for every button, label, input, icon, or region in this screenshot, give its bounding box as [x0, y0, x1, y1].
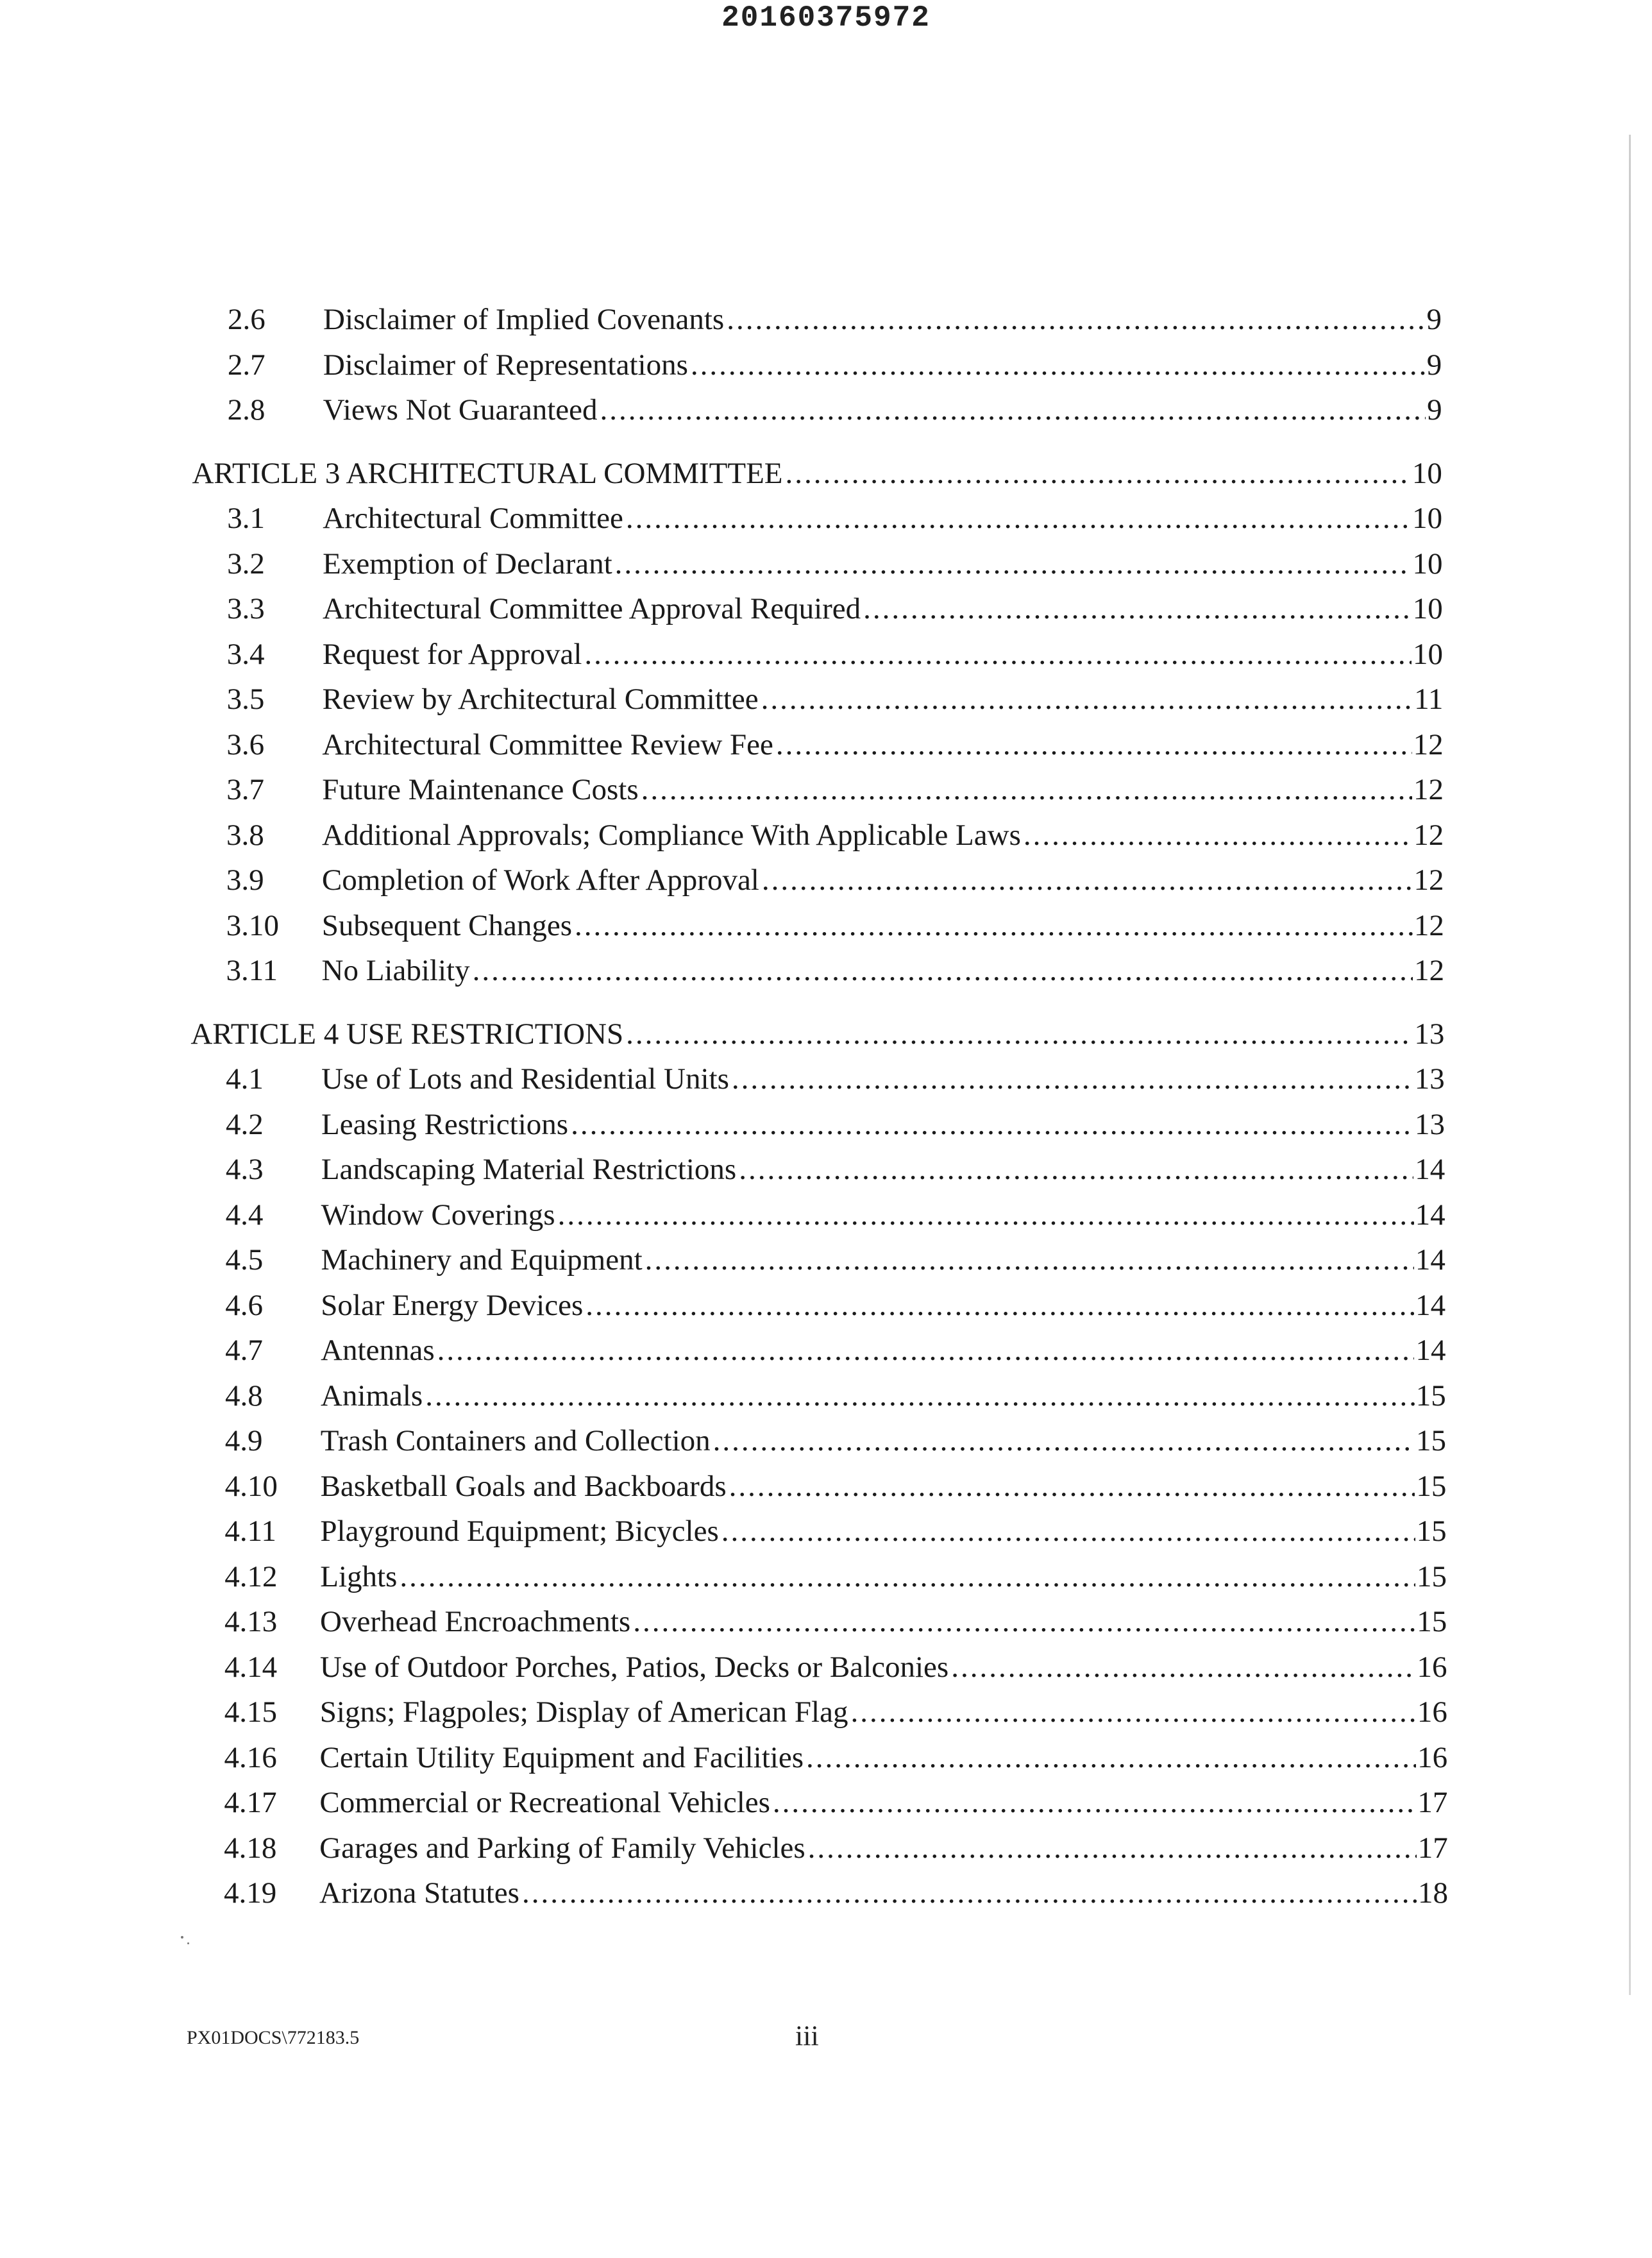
toc-section-title: Subsequent Changes [321, 908, 573, 942]
toc-section-number: 4.7 [225, 1334, 263, 1367]
toc-page-number: 13 [1414, 1062, 1445, 1096]
toc-page-number: 17 [1417, 1786, 1448, 1819]
toc-section-number: 4.13 [224, 1605, 278, 1638]
toc-page-number: 15 [1416, 1424, 1447, 1457]
toc-section-title: Basketball Goals and Backboards [320, 1469, 727, 1503]
toc-page-number: 14 [1415, 1153, 1446, 1186]
toc-dot-leader [626, 1014, 1413, 1055]
toc-dot-leader [615, 543, 1412, 584]
toc-section-title: Future Maintenance Costs [322, 773, 639, 806]
toc-dot-leader [739, 1149, 1413, 1190]
scan-edge-line [1629, 135, 1631, 1995]
toc-page-number: 13 [1414, 1017, 1445, 1051]
toc-page-number: 14 [1415, 1243, 1446, 1277]
toc-dot-leader [732, 1058, 1413, 1099]
toc-page-number: 15 [1416, 1469, 1447, 1503]
toc-section-number: 4.2 [226, 1107, 264, 1141]
toc-dot-leader [645, 1239, 1414, 1280]
toc-section-number: 2.7 [227, 348, 266, 382]
toc-dot-leader [773, 1782, 1416, 1823]
toc-section-number: 4.1 [226, 1062, 264, 1096]
toc-page-number: 16 [1417, 1740, 1448, 1774]
toc-dot-leader [786, 453, 1411, 494]
toc-page-number: 12 [1414, 954, 1445, 987]
toc-page-number: 15 [1417, 1605, 1447, 1638]
toc-dot-leader [850, 1692, 1415, 1733]
toc-page-number: 14 [1415, 1334, 1446, 1367]
toc-section-number: 2.6 [228, 303, 266, 336]
toc-page-number: 15 [1416, 1559, 1447, 1593]
toc-page-number: 11 [1414, 683, 1444, 716]
toc-dot-leader [584, 634, 1412, 675]
toc-dot-leader [437, 1330, 1415, 1371]
toc-section-title: Solar Energy Devices [321, 1288, 584, 1322]
toc-dot-leader [626, 498, 1411, 539]
toc-dot-leader [762, 860, 1413, 901]
toc-page-number: 17 [1417, 1831, 1448, 1865]
toc-section-title: Animals [320, 1379, 423, 1413]
toc-section-number: 3.11 [226, 954, 278, 987]
toc-page-number: 12 [1413, 863, 1444, 897]
toc-section-title: Exemption of Declarant [323, 547, 612, 581]
toc-section-number: 3.3 [226, 592, 265, 625]
toc-section-title: Views Not Guaranteed [323, 393, 598, 427]
toc-section-number: 4.19 [224, 1876, 277, 1910]
toc-dot-leader [558, 1194, 1414, 1235]
toc-page-number: 10 [1412, 547, 1443, 581]
document-number: 20160375972 [721, 1, 931, 35]
toc-dot-leader [691, 344, 1426, 386]
toc-section-number: 3.2 [227, 547, 265, 581]
toc-section-title: Machinery and Equipment [321, 1243, 643, 1277]
toc-dot-leader [808, 1828, 1417, 1869]
toc-page-number: 12 [1413, 727, 1444, 761]
toc-page-number: 9 [1426, 348, 1442, 382]
toc-section-number: 4.9 [224, 1424, 263, 1457]
toc-section-number: 4.14 [224, 1650, 278, 1684]
toc-section-number: 4.6 [225, 1288, 264, 1322]
toc-page-number: 13 [1415, 1107, 1445, 1141]
toc-section-number: 2.8 [227, 393, 266, 427]
toc-section-title: Landscaping Material Restrictions [321, 1153, 737, 1186]
toc-page-number: 10 [1412, 502, 1443, 535]
toc-dot-leader [400, 1556, 1415, 1597]
toc-dot-leader [571, 1104, 1413, 1145]
toc-section-number: 4.3 [225, 1153, 264, 1186]
toc-page-number: 9 [1427, 393, 1442, 427]
toc-section-title: Commercial or Recreational Vehicles [319, 1786, 770, 1819]
toc-dot-leader [761, 679, 1413, 720]
scan-speck [181, 1936, 183, 1939]
toc-section-title: Disclaimer of Representations [323, 348, 688, 382]
toc-section-number: 4.8 [224, 1379, 263, 1413]
toc-section-title: Certain Utility Equipment and Facilities [319, 1740, 804, 1774]
toc-section-title: Window Coverings [321, 1198, 555, 1232]
toc-page-number: 14 [1415, 1198, 1446, 1232]
toc-section-number: 4.4 [225, 1198, 264, 1232]
toc-section-number: 3.7 [226, 773, 264, 806]
toc-section-number: 3.9 [226, 863, 264, 897]
toc-section-title: Leasing Restrictions [321, 1107, 569, 1141]
toc-section-number: 4.16 [224, 1740, 277, 1774]
toc-section-title: No Liability [321, 954, 470, 987]
toc-section-number: 4.5 [225, 1243, 264, 1277]
toc-section-title: Request for Approval [322, 637, 582, 671]
toc-section-number: 3.8 [226, 818, 264, 852]
toc-section-title: Signs; Flagpoles; Display of American Flag [319, 1695, 848, 1729]
toc-dot-leader [641, 769, 1412, 810]
toc-section-title: Disclaimer of Implied Covenants [323, 303, 725, 336]
toc-dot-leader [776, 724, 1412, 765]
toc-page-number: 10 [1412, 592, 1443, 625]
toc-section-title: Garages and Parking of Family Vehicles [319, 1831, 805, 1865]
toc-dot-leader [729, 1466, 1415, 1507]
toc-section-title: Architectural Committee Review Fee [322, 727, 773, 761]
toc-dot-leader [713, 1420, 1415, 1461]
toc-page-number: 15 [1415, 1379, 1446, 1413]
toc-section-title: Review by Architectural Committee [322, 683, 759, 716]
toc-dot-leader [727, 299, 1425, 340]
toc-section-title: Use of Outdoor Porches, Patios, Decks or Balconies [319, 1650, 949, 1684]
toc-article-title: ARTICLE 4 USE RESTRICTIONS [190, 1017, 624, 1051]
toc-page-number: 12 [1413, 818, 1444, 852]
toc-page-number: 9 [1426, 303, 1442, 336]
toc-section-title: Completion of Work After Approval [321, 863, 759, 897]
toc-page-number: 14 [1415, 1288, 1446, 1322]
toc-section-number: 4.11 [224, 1515, 276, 1548]
toc-section-title: Arizona Statutes [319, 1876, 519, 1910]
toc-dot-leader [806, 1737, 1416, 1778]
toc-dot-leader [633, 1601, 1415, 1642]
toc-page-number: 15 [1416, 1515, 1447, 1548]
toc-dot-leader [586, 1285, 1414, 1326]
toc-page-number: 10 [1413, 637, 1444, 671]
toc-section-title: Additional Approvals; Compliance With Applicable Laws [322, 818, 1021, 852]
toc-section-number: 4.17 [224, 1786, 277, 1819]
toc-section-title: Overhead Encroachments [320, 1605, 631, 1638]
toc-section-number: 3.4 [226, 637, 265, 671]
scan-speck [187, 1942, 189, 1944]
footer-document-code: PX01DOCS\772183.5 [187, 2027, 360, 2048]
toc-dot-leader [721, 1511, 1415, 1552]
toc-page-number: 12 [1413, 908, 1444, 942]
toc-section-number: 3.10 [226, 908, 279, 942]
toc-section-title: Use of Lots and Residential Units [321, 1062, 729, 1096]
toc-dot-leader [473, 950, 1413, 991]
toc-dot-leader [951, 1647, 1415, 1688]
toc-dot-leader [575, 905, 1413, 946]
toc-page-number: 18 [1418, 1876, 1448, 1910]
toc-page-number: 16 [1417, 1695, 1447, 1729]
toc-section-number: 4.10 [224, 1469, 278, 1503]
toc-dot-leader [1024, 815, 1412, 856]
toc-section-title: Trash Containers and Collection [320, 1424, 711, 1457]
toc-section-number: 4.15 [224, 1695, 277, 1729]
toc-page-number: 10 [1412, 456, 1442, 490]
toc-section-number: 3.6 [226, 727, 265, 761]
toc-section-number: 4.12 [224, 1559, 278, 1593]
toc-article-title: ARTICLE 3 ARCHITECTURAL COMMITTEE [192, 456, 783, 490]
toc-page-number: 16 [1417, 1650, 1447, 1684]
toc-dot-leader [522, 1872, 1417, 1914]
toc-section-title: Architectural Committee Approval Required [322, 592, 861, 625]
footer-page-number: iii [795, 2020, 819, 2051]
toc-section-title: Lights [320, 1559, 398, 1593]
toc-section-title: Antennas [321, 1334, 435, 1367]
toc-section-number: 4.18 [224, 1831, 277, 1865]
toc-dot-leader [863, 588, 1412, 629]
toc-dot-leader [425, 1375, 1415, 1416]
toc-section-number: 3.5 [226, 683, 265, 716]
toc-section-number: 3.1 [227, 502, 266, 535]
toc-section-title: Playground Equipment; Bicycles [320, 1515, 719, 1548]
toc-dot-leader [600, 389, 1426, 430]
toc-page-number: 12 [1413, 773, 1444, 806]
toc-section-title: Architectural Committee [323, 502, 623, 535]
